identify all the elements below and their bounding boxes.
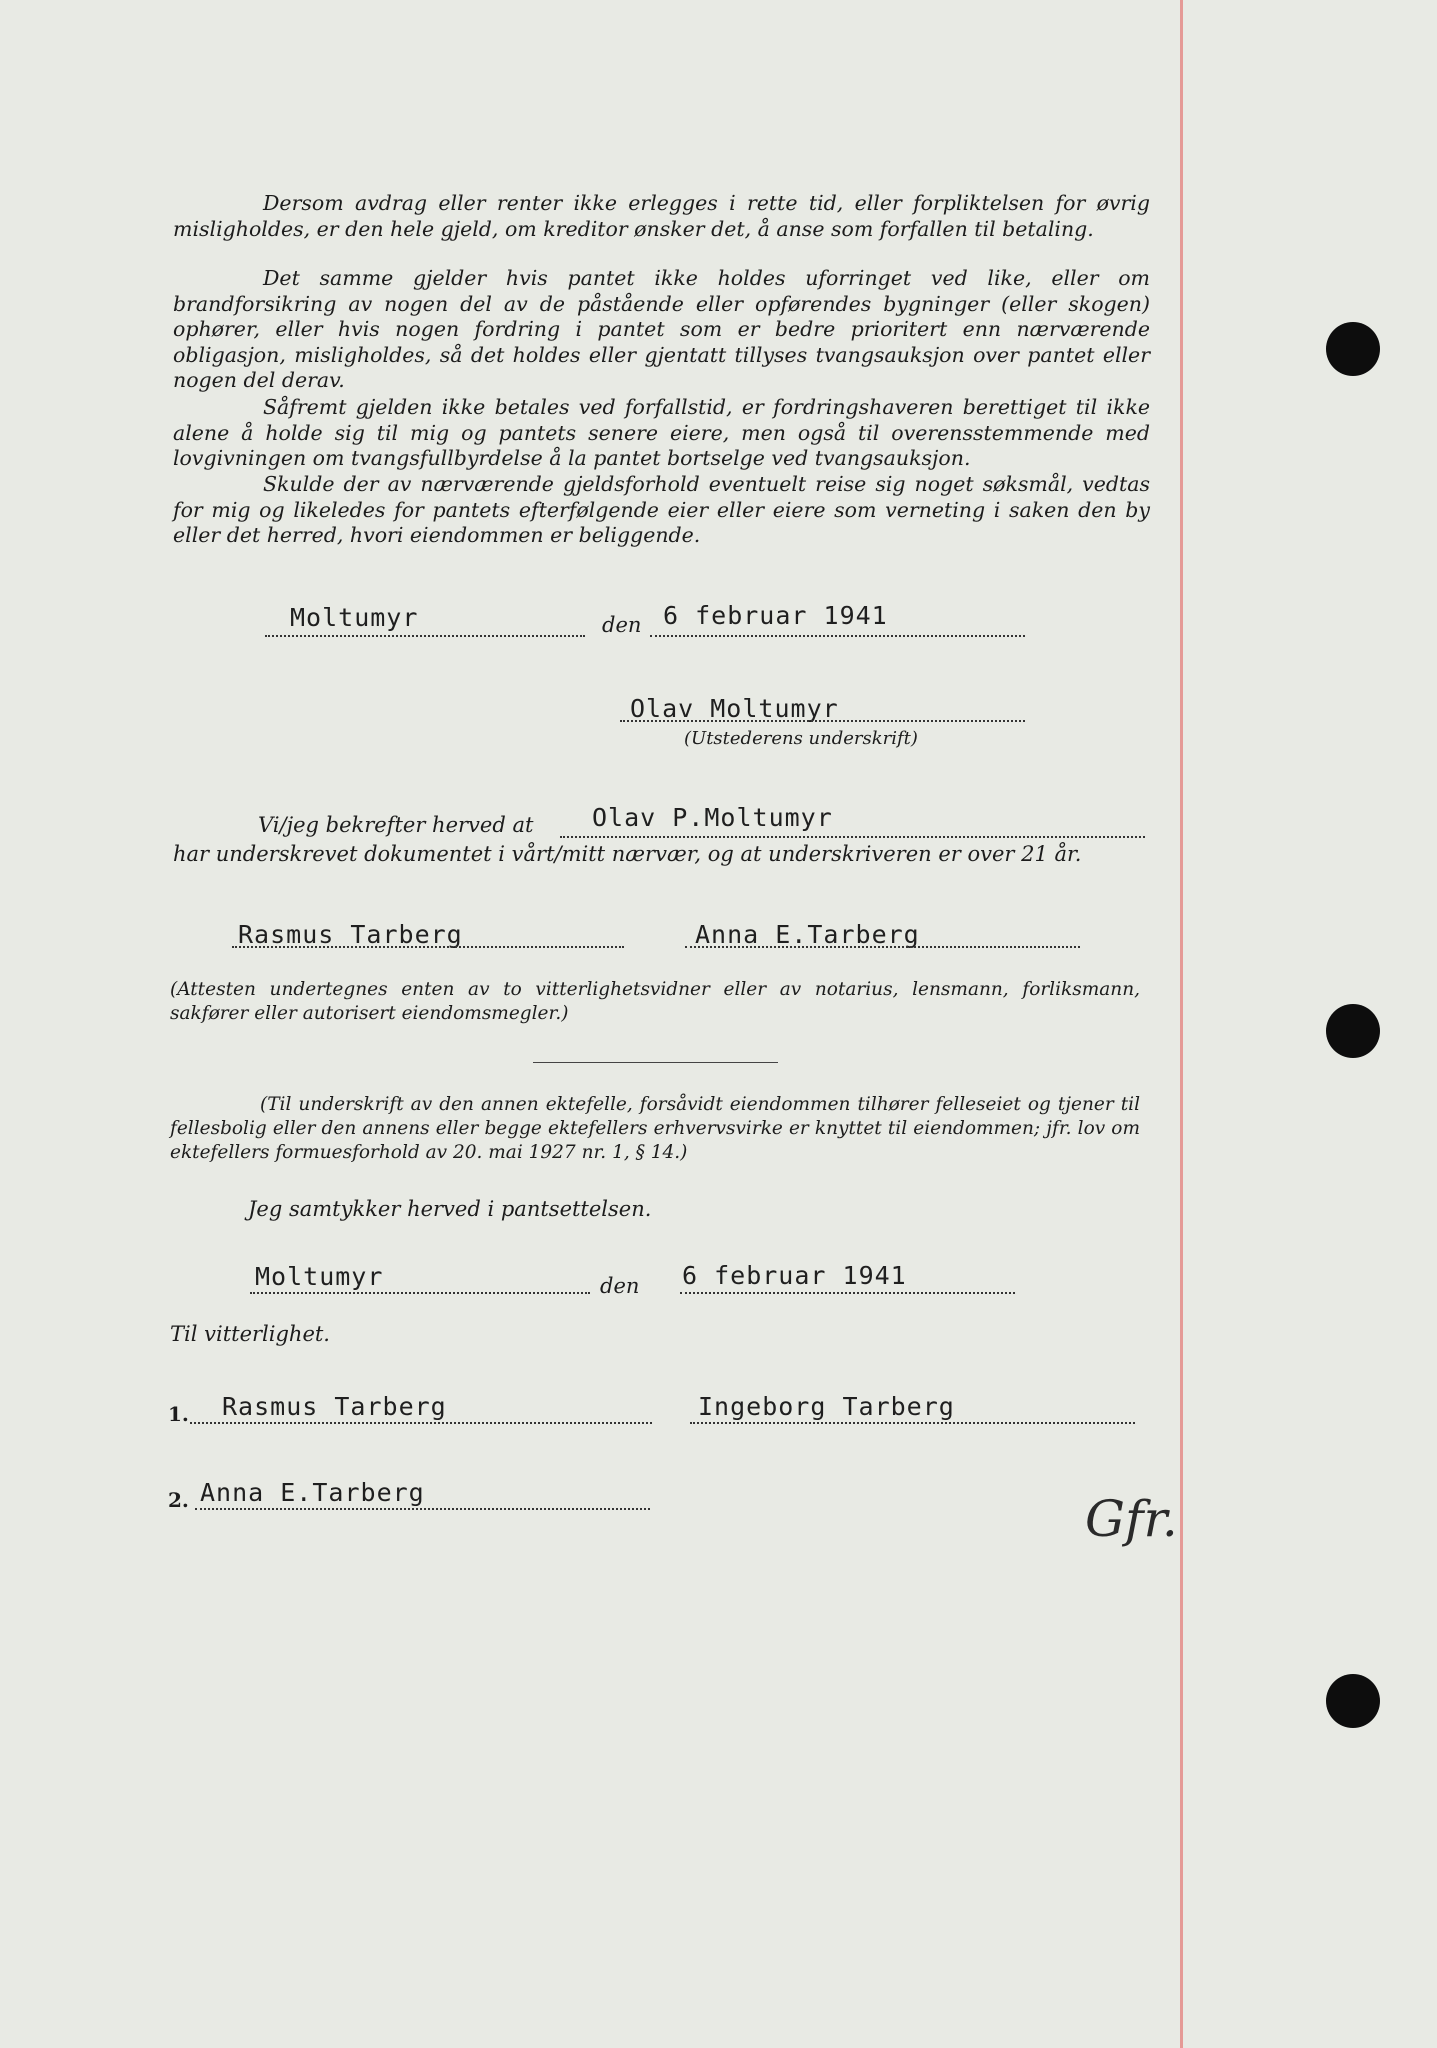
witness-heading: Til vitterlighet. <box>170 1322 330 1346</box>
signing-place: Moltumyr <box>290 603 419 632</box>
witness-2-dotted-line <box>685 946 1080 948</box>
divider <box>533 1062 778 1063</box>
witness-row1-a-dotted-line <box>190 1422 652 1424</box>
issuer-dotted-line <box>620 720 1025 722</box>
witness-row2-a: Anna E.Tarberg <box>200 1478 425 1507</box>
punch-hole <box>1326 322 1380 376</box>
date-dotted-line <box>650 635 1025 637</box>
punch-hole <box>1326 1004 1380 1058</box>
paragraph-enforcement: Såfremt gjelden ikke betales ved forfallstid, er fordringshaveren berettiget til ikke alene å holde sig til mig og pantets senere eiere, men også til overensstemmende med lovgivningen om tvangsfullbyrdelse å la pantet bortselge ved tvangsauksjon. <box>173 395 1150 470</box>
signing2-date: 6 februar 1941 <box>682 1261 907 1290</box>
attest-prefix: Vi/jeg bekrefter herved at <box>258 813 534 837</box>
attest-statement: har underskrevet dokumentet i vårt/mitt nærvær, og at underskriveren er over 21 år. <box>173 842 1082 866</box>
den-label: den <box>602 613 642 637</box>
attest-dotted-line <box>560 836 1145 838</box>
witness-row-number: 2. <box>168 1488 189 1512</box>
attest-name: Olav P.Moltumyr <box>592 803 833 832</box>
signing-date: 6 februar 1941 <box>663 601 888 630</box>
witness-row1-b-dotted-line <box>690 1422 1135 1424</box>
attest-note: (Attesten undertegnes enten av to vitterlighetsvidner eller av notarius, lensmann, forliksmann, sakfører eller autorisert eiendomsmegler.) <box>170 979 1140 1024</box>
paragraph-default: Dersom avdrag eller renter ikke erlegges i rette tid, eller forpliktelsen for øvrig misligholdes, er den hele gjeld, om kreditor ønsker det, å anse som forfallen til betaling. <box>173 191 1150 241</box>
witness-row1-a: Rasmus Tarberg <box>222 1392 447 1421</box>
place-dotted-line <box>265 635 585 637</box>
signing2-place-dotted-line <box>250 1292 590 1294</box>
signing2-den-label: den <box>600 1274 640 1298</box>
witness-row1-b: Ingeborg Tarberg <box>698 1392 955 1421</box>
spouse-note: (Til underskrift av den annen ektefelle, forsåvidt eiendommen tilhører felleseiet og tjener til fellesbolig eller den annens eller begge ektefellers erhvervsvirke er knyttet til eiendommen; jfr. lov om ektefellers formuesforhold av 20. mai 1927 nr. 1, § 14.) <box>170 1094 1140 1163</box>
paragraph-fire-insurance: Det samme gjelder hvis pantet ikke holdes uforringet ved like, eller om brandforsikring av nogen del av de påstående eller opførendes bygninger (eller skogen) ophører, eller hvis nogen fordring i pantet som er bedre prioritert enn nærværende obligasjon, misligholdes, så det holdes eller gjentatt tillyses tvangsauksjon over pantet eller nogen del derav. <box>173 266 1150 392</box>
witness-1-dotted-line <box>232 946 624 948</box>
witness-row2-a-dotted-line <box>195 1508 650 1510</box>
witness-row-number: 1. <box>168 1402 189 1426</box>
margin-rule <box>1180 0 1183 2048</box>
witness-1: Rasmus Tarberg <box>238 920 463 949</box>
issuer-caption: (Utstederens underskrift) <box>684 728 918 749</box>
witness-2: Anna E.Tarberg <box>695 920 920 949</box>
punch-hole <box>1326 1674 1380 1728</box>
handwritten-mark: Gfr. <box>1085 1490 1178 1548</box>
signing2-place: Moltumyr <box>255 1262 384 1291</box>
issuer-signature: Olav Moltumyr <box>630 694 839 723</box>
signing2-date-dotted-line <box>680 1292 1015 1294</box>
consent-text: Jeg samtykker herved i pantsettelsen. <box>248 1197 652 1221</box>
paragraph-venue: Skulde der av nærværende gjeldsforhold eventuelt reise sig noget søksmål, vedtas for mig og likeledes for pantets efterfølgende eier eller eiere som verneting i saken den by eller det herred, hvori eiendommen er beliggende. <box>173 472 1150 547</box>
